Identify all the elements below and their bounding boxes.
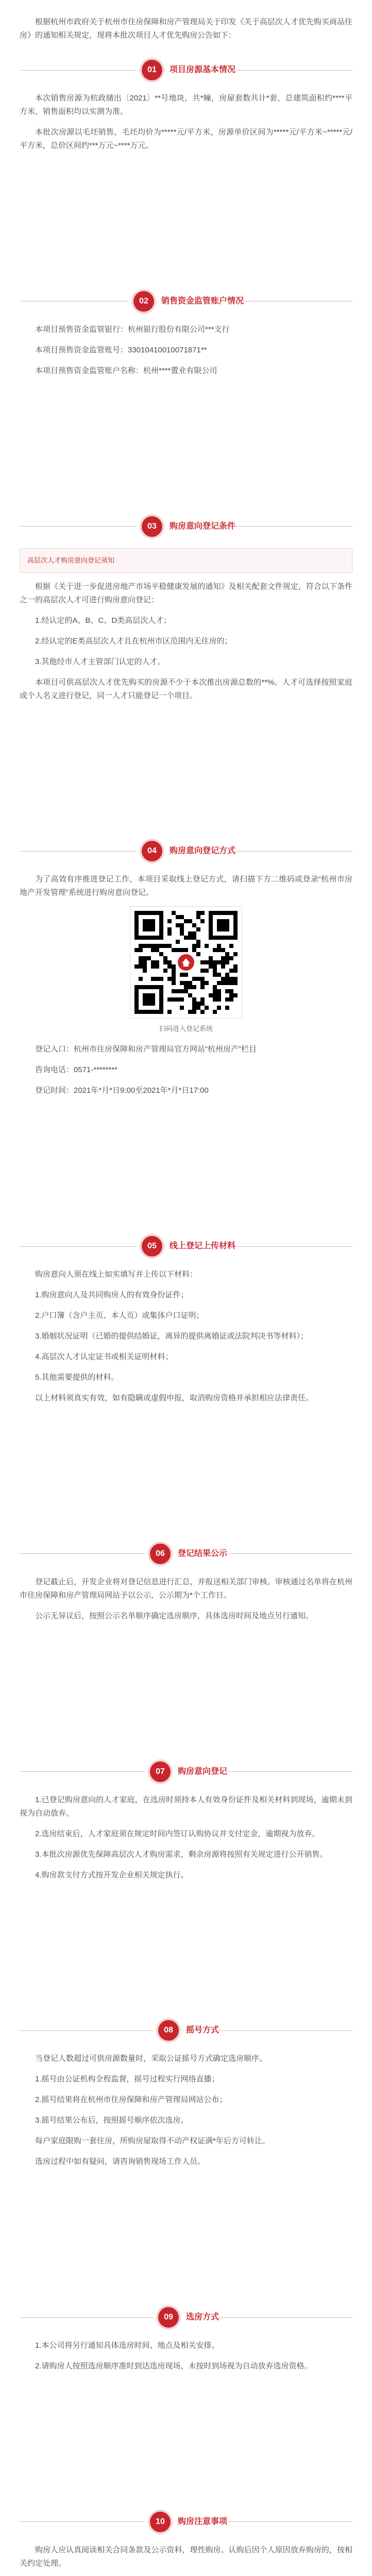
paragraph: 2.请购房人按照选房顺序准时到达选房现场，未按时到场视为自动放弃选房资格。 xyxy=(35,2362,312,2371)
paragraph: 本次销售房源为杭政储出〔2021〕**号地块，共*幢，房屋套数共计*套，总建筑面积约****平方米，销售面积均以实测为准。 xyxy=(20,94,352,116)
section-title: 购房注意事项 xyxy=(178,2517,228,2526)
paragraph: 本项目可供高层次人才优先购买的房源不少于本次推出房源总数的**%。人才可选择按照家庭或个人名义进行登记，同一人才只能登记一个项目。 xyxy=(20,677,352,700)
section-header xyxy=(20,1544,352,1564)
section-number-badge: 05 xyxy=(142,1236,162,1257)
paragraph: 3.婚姻状况证明（已婚的提供结婚证，离异的提供离婚证或法院判决书等材料）； xyxy=(35,1332,309,1341)
paragraph: 本项目预售资金监管账户名称：杭州****置业有限公司 xyxy=(35,366,217,375)
section-title: 购房意向登记 xyxy=(178,1767,228,1776)
section-number-badge: 03 xyxy=(142,516,162,537)
paragraph: 选房过程中如有疑问，请咨询销售现场工作人员。 xyxy=(35,2157,206,2166)
divider xyxy=(219,2030,352,2031)
section-header xyxy=(20,60,352,80)
section-08 xyxy=(0,2020,372,2290)
section-04 xyxy=(0,841,372,1218)
section-number-badge: 09 xyxy=(158,2307,179,2328)
section-header xyxy=(20,2512,352,2532)
divider xyxy=(20,1246,137,1247)
paragraph: 本批次房源以毛坯销售，毛坯均价为*****元/平方米，房源单价区间为*****元/平方米~*****元/平方米，总价区间约***万元~****万元。 xyxy=(20,128,352,150)
divider xyxy=(20,2521,145,2522)
divider xyxy=(20,70,137,71)
section-title: 登记结果公示 xyxy=(178,1549,228,1558)
paragraph: 咨询电话：0571-******** xyxy=(35,1065,118,1075)
section-05 xyxy=(0,1236,372,1526)
divider xyxy=(235,1246,352,1247)
divider xyxy=(219,2317,352,2318)
notice-bar: 高层次人才购房意向登记须知 xyxy=(20,548,352,573)
section-header xyxy=(20,2307,352,2328)
section-header xyxy=(20,516,352,537)
paragraph: 当登记人数超过可供房源数量时，采取公证摇号方式确定选房顺序。 xyxy=(35,2054,267,2063)
section-number-badge: 08 xyxy=(158,2020,179,2041)
paragraph: 3.摇号结果公布后，按照摇号顺序依次选房。 xyxy=(35,2116,189,2125)
section-09 xyxy=(0,2307,372,2494)
section-number-badge: 06 xyxy=(150,1544,171,1564)
section-title: 购房意向登记方式 xyxy=(170,846,236,856)
section-06 xyxy=(0,1544,372,1744)
section-header xyxy=(20,1236,352,1257)
section-title: 选房方式 xyxy=(186,2313,219,2322)
divider xyxy=(20,1771,145,1772)
section-header xyxy=(20,291,352,312)
section-title: 销售资金监管账户情况 xyxy=(161,296,244,306)
paragraph: 购房人应认真阅读相关合同条款及公示资料，理性购房。认购后因个人原因放弃购房的，按相关约定处理。 xyxy=(20,2545,352,2568)
divider xyxy=(20,526,137,527)
paragraph: 登记截止后，开发企业将对登记信息进行汇总，并报送相关部门审核。审核通过名单将在杭州市住房保障和房产管理局网站予以公示，公示期为*个工作日。 xyxy=(20,1577,352,1600)
paragraph: 以上材料须真实有效，如有隐瞒或虚假申报，取消购房资格并承担相应法律责任。 xyxy=(35,1394,314,1403)
sections xyxy=(0,60,372,2576)
qr-code-wrapper xyxy=(20,907,352,1018)
paragraph: 1.经认定的A、B、C、D类高层次人才； xyxy=(35,616,172,625)
divider xyxy=(20,1553,145,1554)
divider xyxy=(235,526,352,527)
section-01 xyxy=(0,60,372,274)
paragraph: 1.购房意向人及共同购房人的有效身份证件； xyxy=(35,1291,189,1300)
divider xyxy=(235,851,352,852)
section-header xyxy=(20,2020,352,2041)
divider xyxy=(235,70,352,71)
paragraph: 购房意向人须在线上如实填写并上传以下材料： xyxy=(35,1270,198,1279)
paragraph: 1.摇号由公证机构全程监督，摇号过程实行网络直播； xyxy=(35,2075,219,2084)
paragraph: 2.摇号结果将在杭州市住房保障和房产管理局网站公布； xyxy=(35,2095,227,2105)
paragraph: 2.选房结束后，人才家庭须在规定时间内签订认购协议并支付定金，逾期视为放弃。 xyxy=(35,1829,320,1838)
divider xyxy=(227,1771,352,1772)
section-07 xyxy=(0,1761,372,2003)
paragraph: 公示无异议后，按照公示名单顺序确定选房顺序，具体选房时间及地点另行通知。 xyxy=(35,1611,314,1620)
paragraph: 4.高层次人才认定证书或相关证明材料； xyxy=(35,1352,173,1362)
paragraph: 1.本公司将另行通知具体选房时间、地点及相关安排。 xyxy=(35,2341,219,2350)
qr-caption: 扫码进入登记系统 xyxy=(159,1025,213,1033)
paragraph: 3.其他经市人才主管部门认定的人才。 xyxy=(35,657,165,666)
section-03 xyxy=(0,516,372,824)
section-title: 项目房源基本情况 xyxy=(170,65,236,74)
section-title: 摇号方式 xyxy=(186,2026,219,2035)
section-header xyxy=(20,1761,352,1782)
paragraph: 5.其他需要提供的材料。 xyxy=(35,1373,119,1382)
divider xyxy=(227,2521,352,2522)
paragraph: 每户家庭限购一套住房，所购房屋取得不动产权证满*年后方可转让。 xyxy=(35,2137,270,2146)
divider xyxy=(20,851,137,852)
section-number-badge: 01 xyxy=(142,60,162,80)
qr-code-icon[interactable] xyxy=(130,907,242,1018)
divider xyxy=(227,1553,352,1554)
paragraph: 为了高效有序推进登记工作，本项目采取线上登记方式，请扫描下方二维码或登录“杭州市房地产开发管理”系统进行购房意向登记。 xyxy=(20,875,352,897)
section-number-badge: 07 xyxy=(150,1761,171,1782)
section-number-badge: 02 xyxy=(133,291,154,312)
paragraph: 3.本批次房源优先保障高层次人才购房需求，剩余房源将按照有关规定进行公开销售。 xyxy=(35,1850,328,1859)
paragraph: 本项目预售资金监管账号：33010410010071871** xyxy=(35,345,207,354)
section-number-badge: 04 xyxy=(142,841,162,861)
intro xyxy=(0,0,372,42)
paragraph: 1.已登记购房意向的人才家庭，在选房时须持本人有效身份证件及相关材料到现场，逾期未到视为自动放弃。 xyxy=(20,1795,352,1818)
paragraph: 本项目预售资金监管银行：杭州银行股份有限公司***支行 xyxy=(35,325,230,334)
section-title: 购房意向登记条件 xyxy=(170,521,236,531)
divider xyxy=(20,2030,153,2031)
section-header xyxy=(20,841,352,861)
divider xyxy=(20,2317,153,2318)
paragraph: 2.户口簿（含户主页、本人页）或集体户口证明； xyxy=(35,1311,204,1320)
section-title: 线上登记上传材料 xyxy=(170,1242,236,1251)
section-10 xyxy=(0,2512,372,2576)
paragraph: 登记入口：杭州市住房保障和房产管理局官方网站“杭州房产”栏目 xyxy=(35,1045,257,1054)
paragraph: 4.购房款支付方式按开发企业相关规定执行。 xyxy=(35,1870,189,1879)
paragraph: 登记时间：2021年*月*日9:00至2021年*月*日17:00 xyxy=(35,1086,209,1095)
section-02 xyxy=(0,291,372,499)
intro-paragraph: 根据杭州市政府关于杭州市住房保障和房产管理局关于印发《关于高层次人才优先购买商品住房》的通知相关规定，现将本批次项目人才优先购房公告如下： xyxy=(20,18,352,40)
section-number-badge: 10 xyxy=(150,2512,171,2532)
paragraph: 2.经认定的E类高层次人才且在杭州市区范围内无住房的； xyxy=(35,636,232,646)
paragraph: 根据《关于进一步促进房地产市场平稳健康发展的通知》及相关配套文件规定，符合以下条件之一的高层次人才可进行购房意向登记： xyxy=(20,582,352,604)
